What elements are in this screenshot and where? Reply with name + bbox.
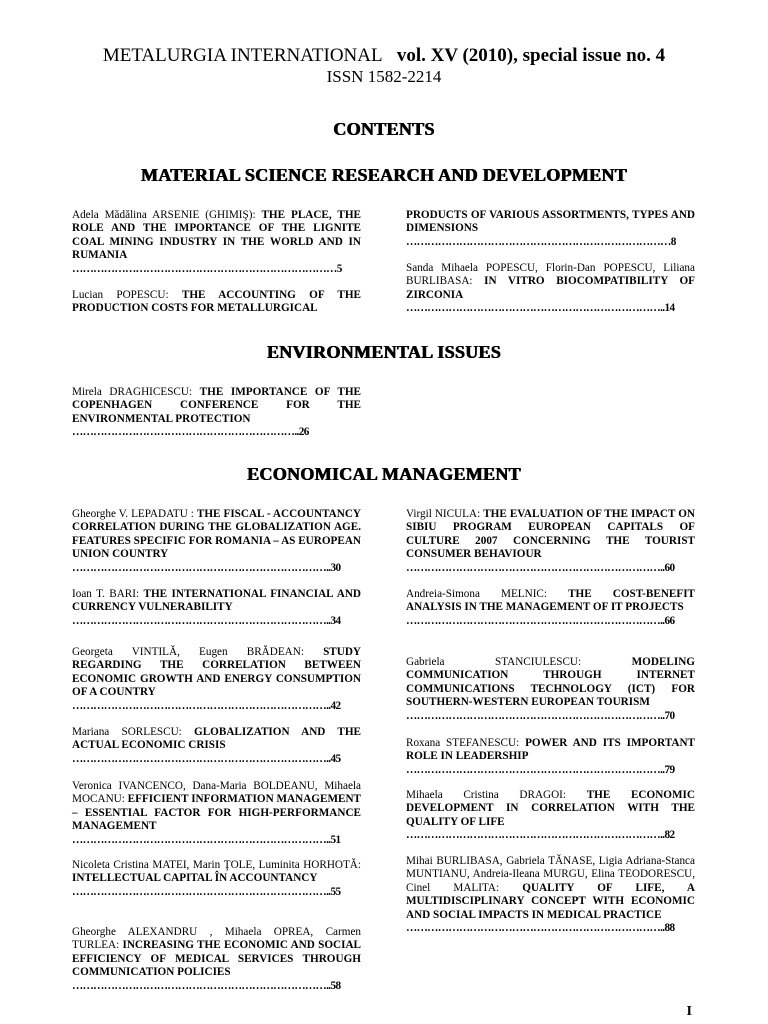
entry-authors: Nicoleta Cristina MATEI, Marin ŢOLE, Luminita HORHOTĂ: <box>72 859 361 871</box>
toc-entry[interactable] <box>72 859 361 899</box>
entry-title: THE INTERNATIONAL FINANCIAL AND CURRENCY VULNERABILITY <box>72 588 362 614</box>
contents-heading: CONTENTS <box>333 119 435 139</box>
entry-authors: Sanda Mihaela POPESCU, Florin-Dan POPESCU, Liliana BURLIBASA: <box>406 262 695 288</box>
entry-title: THE FISCAL - ACCOUNTANCY CORRELATION DURING THE GLOBALIZATION AGE. FEATURES SPECIFIC FOR ROMANIA – AS EUROPEAN UNION COUNTRY <box>72 508 361 561</box>
entry-title: INTELLECTUAL CAPITAL ÎN ACCOUNTANCY <box>72 872 318 885</box>
entry-authors: Veronica IVANCENCO, Dana-Maria BOLDEANU, Mihaela MOCANU: <box>72 780 361 806</box>
entry-authors: Gheorghe ALEXANDRU , Mihaela OPREA, Carmen TURLEA: <box>72 926 361 952</box>
entry-page: 5 <box>336 262 342 275</box>
entry-title: INCREASING THE ECONOMIC AND SOCIAL EFFICIENCY OF MEDICAL SERVICES THROUGH COMMUNICATION POLICIES <box>72 939 361 979</box>
entry-page: 45 <box>330 752 341 765</box>
entry-title: MODELING COMMUNICATION THROUGH INTERNET COMMUNICATIONS TECHNOLOGY (ICT) FOR SOUTHERN-WESTERN EUROPEAN TOURISM <box>406 656 696 709</box>
section-heading-environmental: ENVIRONMENTAL ISSUES <box>266 342 502 362</box>
entry-title: THE EVALUATION OF THE IMPACT ON SIBIU PROGRAM EUROPEAN CAPITALS OF CULTURE 2007 CONCERNING THE TOURIST CONSUMER BEHAVIOUR <box>406 508 696 561</box>
toc-entry[interactable] <box>72 289 361 316</box>
entry-page: 8 <box>670 235 676 248</box>
entry-title: IN VITRO BIOCOMPATIBILITY OF ZIRCONIA <box>406 275 696 301</box>
entry-page: 79 <box>664 763 675 776</box>
journal-header <box>0 44 768 68</box>
entry-authors: Virgil NICULA: <box>406 508 481 520</box>
entry-authors: Mirela DRAGHICESCU: <box>72 386 193 398</box>
entry-authors: Roxana STEFANESCU: <box>406 737 520 749</box>
entry-authors: Gabriela STANCIULESCU: <box>406 656 582 668</box>
toc-entry[interactable] <box>406 588 695 628</box>
toc-entry[interactable] <box>406 855 695 935</box>
entry-leader: ………………………………………………………………..88 <box>406 922 675 935</box>
entry-leader: ………………………………………………………………..51 <box>72 833 341 846</box>
issn: ISSN 1582-2214 <box>326 67 442 86</box>
entry-leader: ………………………………………………………………..79 <box>406 763 675 776</box>
entry-leader: ………………………………………………………………..42 <box>72 699 341 712</box>
entry-page: 88 <box>664 922 675 935</box>
entry-authors: Ioan T. BARI: <box>72 588 140 600</box>
toc-entry[interactable] <box>72 508 361 575</box>
entry-leader: …………………………………………………………………8 <box>406 235 676 248</box>
section-heading-material: MATERIAL SCIENCE RESEARCH AND DEVELOPMENT <box>140 165 628 185</box>
entry-leader: ………………………………………………………………..14 <box>406 302 675 315</box>
entry-leader: ………………………………………………………………..34 <box>72 614 341 627</box>
entry-leader: ………………………………………………………………..70 <box>406 709 675 722</box>
entry-title: THE ACCOUNTING OF THE PRODUCTION COSTS FOR METALLURGICAL <box>72 289 362 315</box>
entry-leader: ………………………………………………………………..82 <box>406 829 675 842</box>
entry-page: 14 <box>664 302 675 315</box>
entry-page: 82 <box>664 829 675 842</box>
toc-entry[interactable] <box>406 656 695 723</box>
toc-entry[interactable] <box>72 386 361 440</box>
toc-entry[interactable] <box>72 588 361 628</box>
entry-page: 34 <box>330 614 341 627</box>
entry-page: 66 <box>664 614 675 627</box>
toc-entry[interactable] <box>406 262 695 316</box>
toc-entry[interactable] <box>72 726 361 766</box>
entry-title: GLOBALIZATION AND THE ACTUAL ECONOMIC CRISIS <box>72 726 362 752</box>
toc-entry[interactable] <box>72 780 361 847</box>
entry-leader: ………………………………………………………………..58 <box>72 979 341 992</box>
entry-leader: ………………………………………………………………..30 <box>72 561 341 574</box>
toc-entry[interactable] <box>72 209 361 276</box>
entry-authors: Mariana SORLESCU: <box>72 726 182 738</box>
entry-title: EFFICIENT INFORMATION MANAGEMENT – ESSENTIAL FACTOR FOR HIGH-PERFORMANCE MANAGEMENT <box>72 793 362 833</box>
entry-title: QUALITY OF LIFE, A MULTIDISCIPLINARY CONCEPT WITH ECONOMIC AND SOCIAL IMPACTS IN MEDICAL PRACTICE <box>406 881 696 921</box>
entry-authors: Andreia-Simona MELNIC: <box>406 588 547 600</box>
entry-page: 30 <box>330 561 341 574</box>
entry-page: 70 <box>664 709 675 722</box>
journal-volume: vol. XV (2010), special issue no. 4 <box>396 45 666 66</box>
entry-title: PRODUCTS OF VARIOUS ASSORTMENTS, TYPES AND DIMENSIONS <box>406 209 695 235</box>
entry-leader: ………………………………………………………………..66 <box>406 614 675 627</box>
page-number: I <box>686 1004 692 1019</box>
section-heading-economical: ECONOMICAL MANAGEMENT <box>247 464 521 484</box>
entry-authors: Gheorghe V. LEPADATU : <box>72 508 194 520</box>
entry-page: 55 <box>330 885 341 898</box>
entry-page: 42 <box>330 699 341 712</box>
entry-leader: …………………………………………………………………5 <box>72 262 342 275</box>
entry-title: THE IMPORTANCE OF THE COPENHAGEN CONFERENCE FOR THE ENVIRONMENTAL PROTECTION <box>72 386 362 425</box>
toc-entry[interactable] <box>406 737 695 777</box>
toc-entry[interactable] <box>406 508 695 575</box>
entry-page: 26 <box>298 426 309 439</box>
entry-leader: ………………………………………………………………..55 <box>72 885 341 898</box>
entry-authors: Adela Mădălina ARSENIE (GHIMIŞ): <box>72 209 256 221</box>
toc-entry[interactable] <box>72 926 361 993</box>
entry-leader: ………………………………………………………..26 <box>72 426 309 439</box>
entry-authors: Mihaela Cristina DRAGOI: <box>406 789 567 801</box>
entry-page: 51 <box>330 833 341 846</box>
entry-title: THE ECONOMIC DEVELOPMENT IN CORRELATION WITH THE QUALITY OF LIFE <box>406 789 695 828</box>
toc-entry[interactable] <box>406 789 695 843</box>
entry-authors: Lucian POPESCU: <box>72 289 169 301</box>
journal-name: METALURGIA INTERNATIONAL <box>102 45 383 66</box>
entry-leader: ………………………………………………………………..45 <box>72 752 341 765</box>
entry-page: 58 <box>330 979 341 992</box>
entry-authors: Mihai BURLIBASA, Gabriela TĂNASE, Ligia Adriana-Stanca MUNTIANU, Andreia-Ileana MURGU, Elina TEODORESCU, Cinel MALITA: <box>406 855 695 894</box>
toc-entry[interactable] <box>406 209 695 249</box>
entry-title: THE COST-BENEFIT ANALYSIS IN THE MANAGEMENT OF IT PROJECTS <box>406 588 696 614</box>
entry-title: THE PLACE, THE ROLE AND THE IMPORTANCE OF THE LIGNITE COAL MINING INDUSTRY IN THE WORLD AND IN RUMANIA <box>72 209 362 262</box>
entry-title: STUDY REGARDING THE CORRELATION BETWEEN ECONOMIC GROWTH AND ENERGY CONSUMPTION OF A COUNTRY <box>72 646 361 699</box>
entry-page: 60 <box>664 561 675 574</box>
entry-leader: ………………………………………………………………..60 <box>406 561 675 574</box>
toc-entry[interactable] <box>72 646 361 713</box>
entry-authors: Georgeta VINTILĂ, Eugen BRĂDEAN: <box>72 646 304 658</box>
entry-title: POWER AND ITS IMPORTANT ROLE IN LEADERSHIP <box>406 737 696 763</box>
